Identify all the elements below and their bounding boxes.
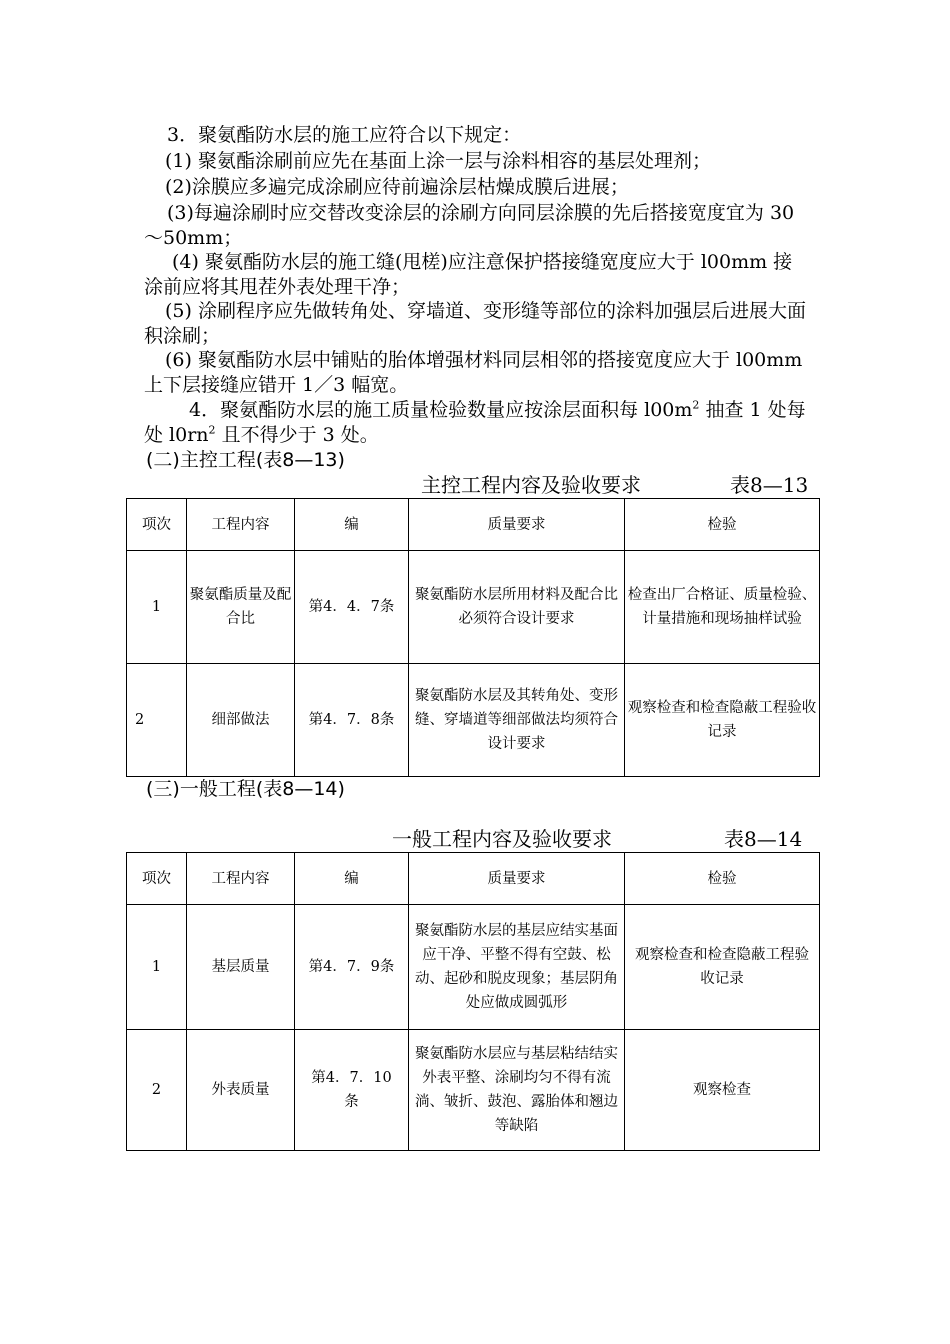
table-8-14 — [126, 852, 820, 1151]
header-cell: 项次 — [127, 853, 187, 905]
table-row — [127, 905, 820, 1030]
paragraph-3: 3．聚氨酯防水层的施工应符合以下规定： — [167, 124, 522, 146]
table-caption-8-14: 一般工程内容及验收要求 — [392, 827, 612, 851]
header-cell: 编 — [295, 853, 409, 905]
table-header-row — [127, 853, 820, 905]
header-cell: 工程内容 — [187, 499, 295, 551]
paragraph-3-4: (4) 聚氨酯防水层的施工缝(甩槎)应注意保护搭接缝宽度应大于 l00mm 接涂前应将其甩茬外表处理干净； — [144, 251, 793, 298]
table-row — [127, 551, 820, 664]
table-cell: 聚氨酯防水层及其转角处、变形缝、穿墙道等细部做法均须符合设计要求 — [409, 664, 625, 777]
header-cell: 编 — [295, 499, 409, 551]
table-cell: 细部做法 — [187, 664, 295, 777]
table-cell: 聚氨酯防水层的基层应结实基面应干净、平整不得有空鼓、松动、起砂和脱皮现象；基层阴角处应做成圆弧形 — [409, 905, 625, 1030]
header-cell: 检验 — [625, 499, 820, 551]
paragraph-3-1: (1) 聚氨酯涂刷前应先在基面上涂一层与涂料相容的基层处理剂； — [165, 150, 711, 172]
header-cell: 质量要求 — [409, 853, 625, 905]
table-number-8-14: 表8—14 — [724, 827, 803, 851]
paragraph-3-6: (6) 聚氨酯防水层中铺贴的胎体增强材料同层相邻的搭接宽度应大于 l00mm 上下层接缝应错开 1／3 幅宽。 — [144, 349, 803, 396]
paragraph-3-5: (5) 涂刷程序应先做转角处、穿墙道、变形缝等部位的涂料加强层后进展大面积涂刷； — [144, 300, 806, 347]
section-heading-general: (三)一般工程(表8—14) — [146, 778, 345, 800]
table-cell: 第4．7．8条 — [295, 664, 409, 777]
table-cell: 观察检查和检查隐蔽工程验收记录 — [625, 905, 820, 1030]
table-cell: 观察检查和检查隐蔽工程验收记录 — [625, 664, 820, 777]
table-cell: 第4．7．9条 — [295, 905, 409, 1030]
table-cell: 2 — [127, 1030, 187, 1151]
paragraph-4-part2: 抽查 1 处每处 l0rn — [144, 399, 806, 446]
paragraph-4 — [144, 398, 809, 448]
superscript-2: 2 — [692, 398, 700, 412]
table-row — [127, 664, 820, 777]
paragraph-3-3: (3)每遍涂刷时应交替改变涂层的涂刷方向同层涂膜的先后搭接宽度宜为 30～50mm； — [144, 202, 795, 249]
table-cell: 外表质量 — [187, 1030, 295, 1151]
table-cell: 1 — [127, 551, 187, 664]
superscript-2b: 2 — [208, 423, 216, 437]
header-cell: 工程内容 — [187, 853, 295, 905]
paragraph-4-part3: 且不得少于 3 处。 — [215, 424, 379, 446]
table-cell: 1 — [127, 905, 187, 1030]
table-header-row — [127, 499, 820, 551]
header-cell: 质量要求 — [409, 499, 625, 551]
table-cell: 聚氨酯防水层所用材料及配合比必须符合设计要求 — [409, 551, 625, 664]
table-cell: 聚氨酯质量及配合比 — [187, 551, 295, 664]
table-cell: 基层质量 — [187, 905, 295, 1030]
table-cell: 第4．7．10条 — [295, 1030, 409, 1151]
table-8-13 — [126, 498, 820, 777]
table-cell: 观察检查 — [625, 1030, 820, 1151]
paragraph-4-part1: 4．聚氨酯防水层的施工质量检验数量应按涂层面积每 l00m — [189, 399, 693, 421]
table-caption-8-13: 主控工程内容及验收要求 — [421, 473, 641, 497]
section-heading-main-control: (二)主控工程(表8—13) — [146, 449, 345, 471]
table-number-8-13: 表8—13 — [730, 473, 809, 497]
table-cell: 第4．4．7条 — [295, 551, 409, 664]
table-cell: 检查出厂合格证、质量检验、计量措施和现场抽样试验 — [625, 551, 820, 664]
header-cell: 检验 — [625, 853, 820, 905]
table-cell: 2 — [127, 664, 187, 777]
table-cell: 聚氨酯防水层应与基层粘结结实外表平整、涂刷均匀不得有流淌、皱折、鼓泡、露胎体和翘边等缺陷 — [409, 1030, 625, 1151]
header-cell: 项次 — [127, 499, 187, 551]
table-row — [127, 1030, 820, 1151]
paragraph-3-2: (2)涂膜应多遍完成涂刷应待前遍涂层枯燥成膜后进展； — [165, 176, 629, 198]
